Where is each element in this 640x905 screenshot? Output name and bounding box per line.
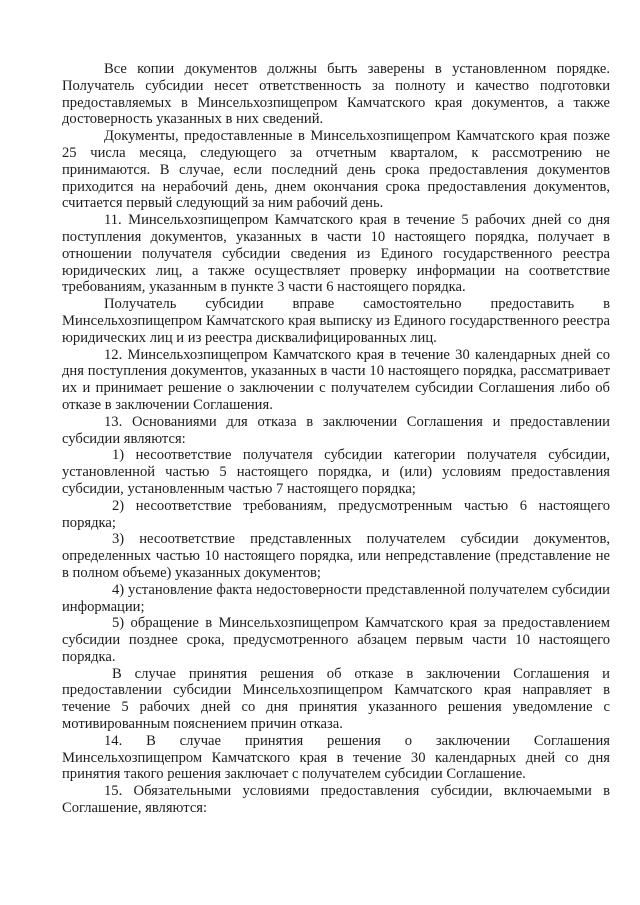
paragraph-registry-extract: Получатель субсидии вправе самостоятельно предоставить в Минсельхозпищепром Камчатского края выписку из Единого государственного реестра юридических лиц и из реестра дисквалифицированных лиц.: [62, 296, 610, 346]
paragraph-refusal-notice: В случае принятия решения об отказе в заключении Соглашения и предоставлении субсидии Минсельхозпищепром Камчатского края направляет в течение 5 рабочих дней со дня принятия указанного решения уведомление с мотивированным пояснением причин отказа.: [62, 665, 610, 733]
paragraph-copies-certified: Все копии документов должны быть заверены в установленном порядке. Получатель субсидии несет ответственность за полноту и качество подготовки предоставляемых в Минсельхозпищепром Камчатского края документов, а также достоверность указанных в них сведений.: [62, 61, 610, 128]
list-item-1: 1) несоответствие получателя субсидии категории получателя субсидии, установленной частью 5 настоящего порядка, и (или) условиям предоставления субсидии, установленным частью 7 настоящего порядка;: [62, 447, 610, 497]
list-item-4: 4) установление факта недостоверности представленной получателем субсидии информации;: [62, 581, 610, 615]
paragraph-12: 12. Минсельхозпищепром Камчатского края в течение 30 календарных дней со дня поступления документов, указанных в части 10 настоящего порядка, рассматривает их и принимает решение о заключении с получателем субсидии Соглашения либо об отказе в заключении Соглашения.: [62, 346, 610, 413]
list-item-5: 5) обращение в Минсельхозпищепром Камчатского края за предоставлением субсидии позднее срока, предусмотренного абзацем первым части 10 настоящего порядка.: [62, 615, 610, 665]
paragraph-14: 14. В случае принятия решения о заключении Соглашения Минсельхозпищепром Камчатского края в течение 30 календарных дней со дня принятия такого решения заключает с получателем субсидии Соглашение.: [62, 732, 610, 783]
paragraph-13: 13. Основаниями для отказа в заключении Соглашения и предоставлении субсидии являются:: [62, 413, 610, 447]
list-item-3: 3) несоответствие представленных получателем субсидии документов, определенных частью 10 настоящего порядка, или непредставление (представление не в полном объеме) указанных документов;: [62, 531, 610, 581]
paragraph-11: 11. Минсельхозпищепром Камчатского края в течение 5 рабочих дней со дня поступления документов, указанных в части 10 настоящего порядка, получает в отношении получателя субсидии сведения из Единого государственного реестра юридических лиц, а также осуществляет проверку информации на соответствие требованиям, указанным в пункте 3 части 6 настоящего порядка.: [62, 212, 610, 296]
paragraph-15: 15. Обязательными условиями предоставления субсидии, включаемыми в Соглашение, являются:: [62, 783, 610, 817]
list-item-2: 2) несоответствие требованиям, предусмотренным частью 6 настоящего порядка;: [62, 497, 610, 531]
document-page: [62, 61, 610, 817]
paragraph-submission-deadline: Документы, предоставленные в Минсельхозпищепром Камчатского края позже 25 числа месяца, следующего за отчетным кварталом, к рассмотрению не принимаются. В случае, если последний день срока предоставления документов приходится на нерабочий день, днем окончания срока предоставления документов, считается первый следующий за ним рабочий день.: [62, 128, 610, 212]
